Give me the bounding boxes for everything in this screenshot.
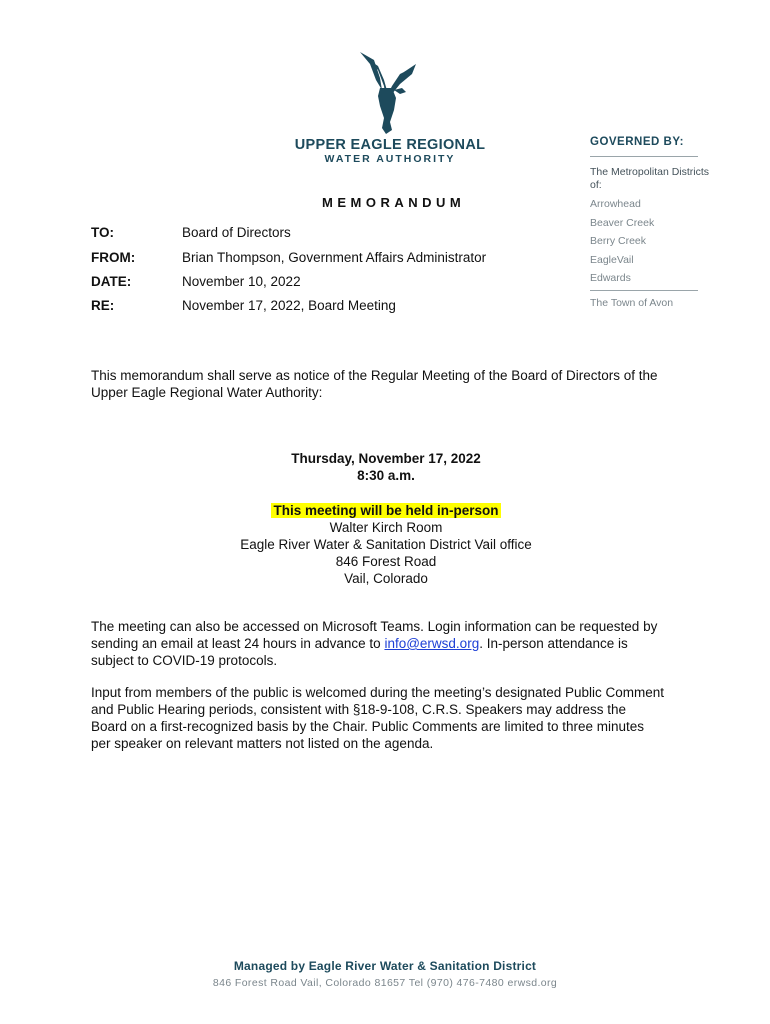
governed-by-town: The Town of Avon	[590, 297, 674, 309]
district-item: Beaver Creek	[590, 216, 655, 229]
district-item: Arrowhead	[590, 198, 641, 210]
meeting-datetime	[91, 450, 681, 484]
teams-text: sending an email at least 24 hours in advance to	[91, 636, 385, 651]
district-item: Berry Creek	[590, 235, 647, 248]
memo-title: MEMORANDUM	[322, 195, 466, 210]
meeting-time: 8:30 a.m.	[357, 468, 415, 483]
public-line: and Public Hearing periods, consistent with §18-9-108, C.R.S. Speakers may address the	[91, 702, 627, 717]
governed-by-heading: GOVERNED BY:	[590, 136, 684, 148]
location-line: Vail, Colorado	[344, 571, 428, 586]
district-item: Edwards	[590, 272, 631, 285]
divider	[590, 156, 698, 157]
location-line: Eagle River Water & Sanitation District Vail office	[240, 537, 532, 552]
teams-text: . In-person attendance is	[479, 636, 628, 651]
governed-by-intro: The Metropolitan Districts of:	[590, 166, 710, 191]
location-line: Walter Kirch Room	[329, 520, 443, 535]
from-label: FROM:	[91, 250, 136, 265]
intro-paragraph	[91, 367, 681, 401]
public-line: Input from members of the public is welcomed during the meeting’s designated Public Comment	[91, 685, 665, 700]
to-value: Board of Directors	[182, 225, 291, 240]
public-line: per speaker on relevant matters not listed on the agenda.	[91, 736, 434, 751]
in-person-notice: This meeting will be held in-person	[273, 503, 499, 518]
teams-line: The meeting can also be accessed on Microsoft Teams. Login information can be requested by	[91, 619, 658, 634]
meeting-location	[91, 502, 681, 587]
location-line: 846 Forest Road	[335, 554, 437, 569]
date-label: DATE:	[91, 274, 132, 289]
teams-paragraph	[91, 618, 681, 669]
eagle-icon	[356, 50, 420, 136]
district-list	[590, 195, 654, 288]
footer-address: 846 Forest Road Vail, Colorado 81657 Tel (970) 476-7480 erwsd.org	[212, 977, 558, 989]
intro-line: Upper Eagle Regional Water Authority:	[91, 385, 323, 400]
date-value: November 10, 2022	[182, 274, 301, 289]
meeting-date: Thursday, November 17, 2022	[291, 451, 481, 466]
org-name-line1: UPPER EAGLE REGIONAL	[294, 137, 486, 153]
divider	[590, 290, 698, 291]
org-name-line2: WATER AUTHORITY	[324, 153, 456, 165]
public-comment-paragraph	[91, 684, 681, 752]
email-link[interactable]: info@erwsd.org	[384, 636, 480, 651]
from-value: Brian Thompson, Government Affairs Administrator	[182, 250, 487, 265]
teams-line: subject to COVID-19 protocols.	[91, 653, 278, 668]
district-item: EagleVail	[590, 253, 634, 266]
re-label: RE:	[91, 298, 115, 313]
public-line: Board on a first-recognized basis by the Chair. Public Comments are limited to three minutes	[91, 719, 645, 734]
intro-line: This memorandum shall serve as notice of the Regular Meeting of the Board of Directors of the	[91, 368, 658, 383]
to-label: TO:	[91, 225, 114, 240]
re-value: November 17, 2022, Board Meeting	[182, 298, 396, 313]
teams-line	[91, 635, 681, 652]
footer-managed-by: Managed by Eagle River Water & Sanitation District	[233, 959, 537, 973]
